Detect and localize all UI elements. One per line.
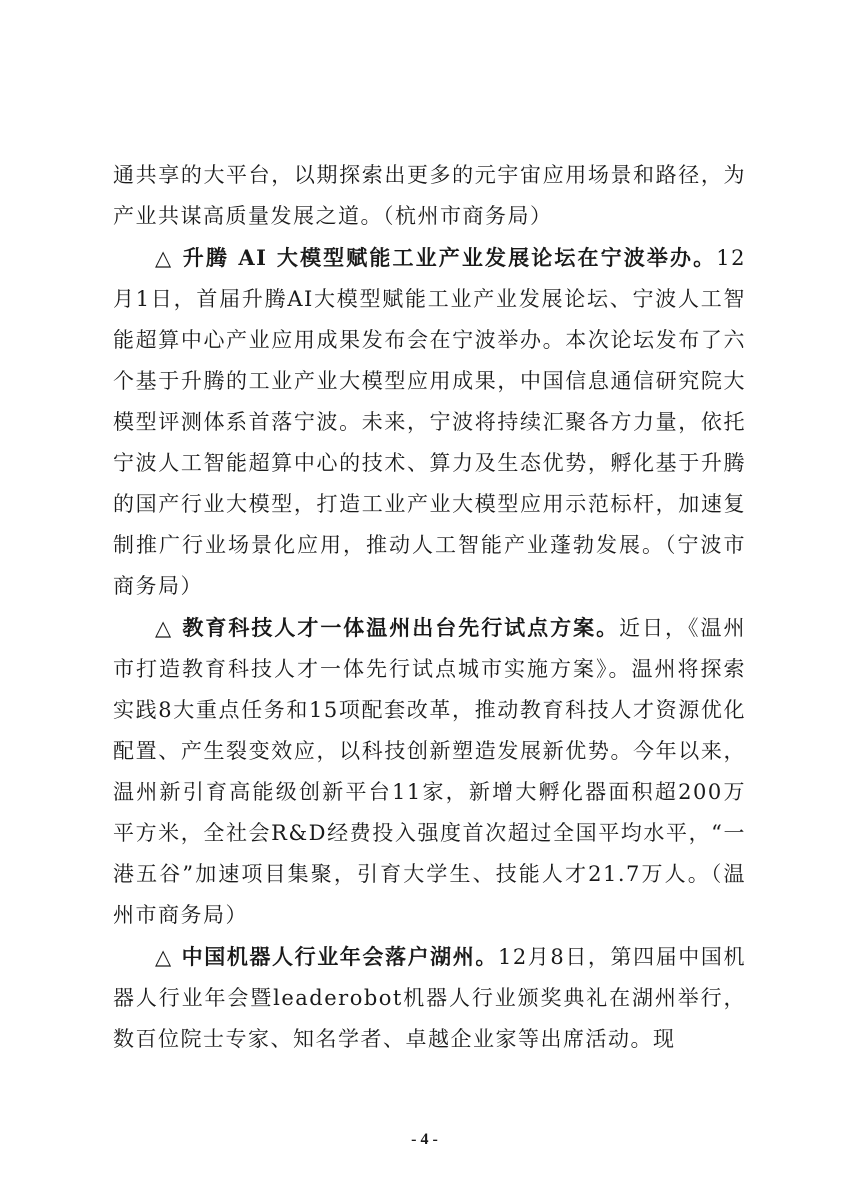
document-body (113, 155, 746, 1060)
news-item-body: 12月8日，第四届中国机器人行业年会暨leaderobot机器人行业颁奖典礼在湖州举行，数百位院士专家、知名学者、卓越企业家等出席活动。现 (113, 945, 746, 1051)
news-item-ningbo-ai-forum (113, 237, 746, 607)
news-item-headline: △ 教育科技人才一体温州出台先行试点方案。 (155, 615, 620, 640)
news-item-body: 近日，《温州市打造教育科技人才一体先行试点城市实施方案》。温州将探索实践8大重点任务和15项配套改革，推动教育科技人才资源优化配置、产生裂变效应，以科技创新塑造发展新优势。今年以来，温州新引育高能级创新平台11家，新增大孵化器面积超200万平方米，全社会R&D经费投入强度首次超过全国平均水平，“一港五谷”加速项目集聚，引育大学生、技能人才21.7万人。（温州市商务局） (113, 616, 747, 927)
news-item-huzhou-robot-conference (113, 936, 746, 1060)
page-number: - 4 - (411, 1131, 438, 1148)
news-item-body: 12月1日，首届升腾AI大模型赋能工业产业发展论坛、宁波人工智能超算中心产业应用成果发布会在宁波举办。本次论坛发布了六个基于升腾的工业产业大模型应用成果，中国信息通信研究院大模型评测体系首落宁波。未来，宁波将持续汇聚各方力量，依托宁波人工智能超算中心的技术、算力及生态优势，孵化基于升腾的国产行业大模型，打造工业产业大模型应用示范标杆，加速复制推广行业场景化应用，推动人工智能产业蓬勃发展。（宁波市商务局） (113, 246, 746, 598)
news-item-headline: △ 升腾 AI 大模型赋能工业产业发展论坛在宁波举办。 (155, 245, 717, 270)
news-item-headline: △ 中国机器人行业年会落户湖州。 (155, 944, 498, 969)
paragraph-body: 通共享的大平台，以期探索出更多的元宇宙应用场景和路径，为产业共谋高质量发展之道。（杭州市商务局） (113, 163, 746, 228)
paragraph-continuation (113, 155, 746, 237)
news-item-wenzhou-education-plan (113, 607, 746, 936)
